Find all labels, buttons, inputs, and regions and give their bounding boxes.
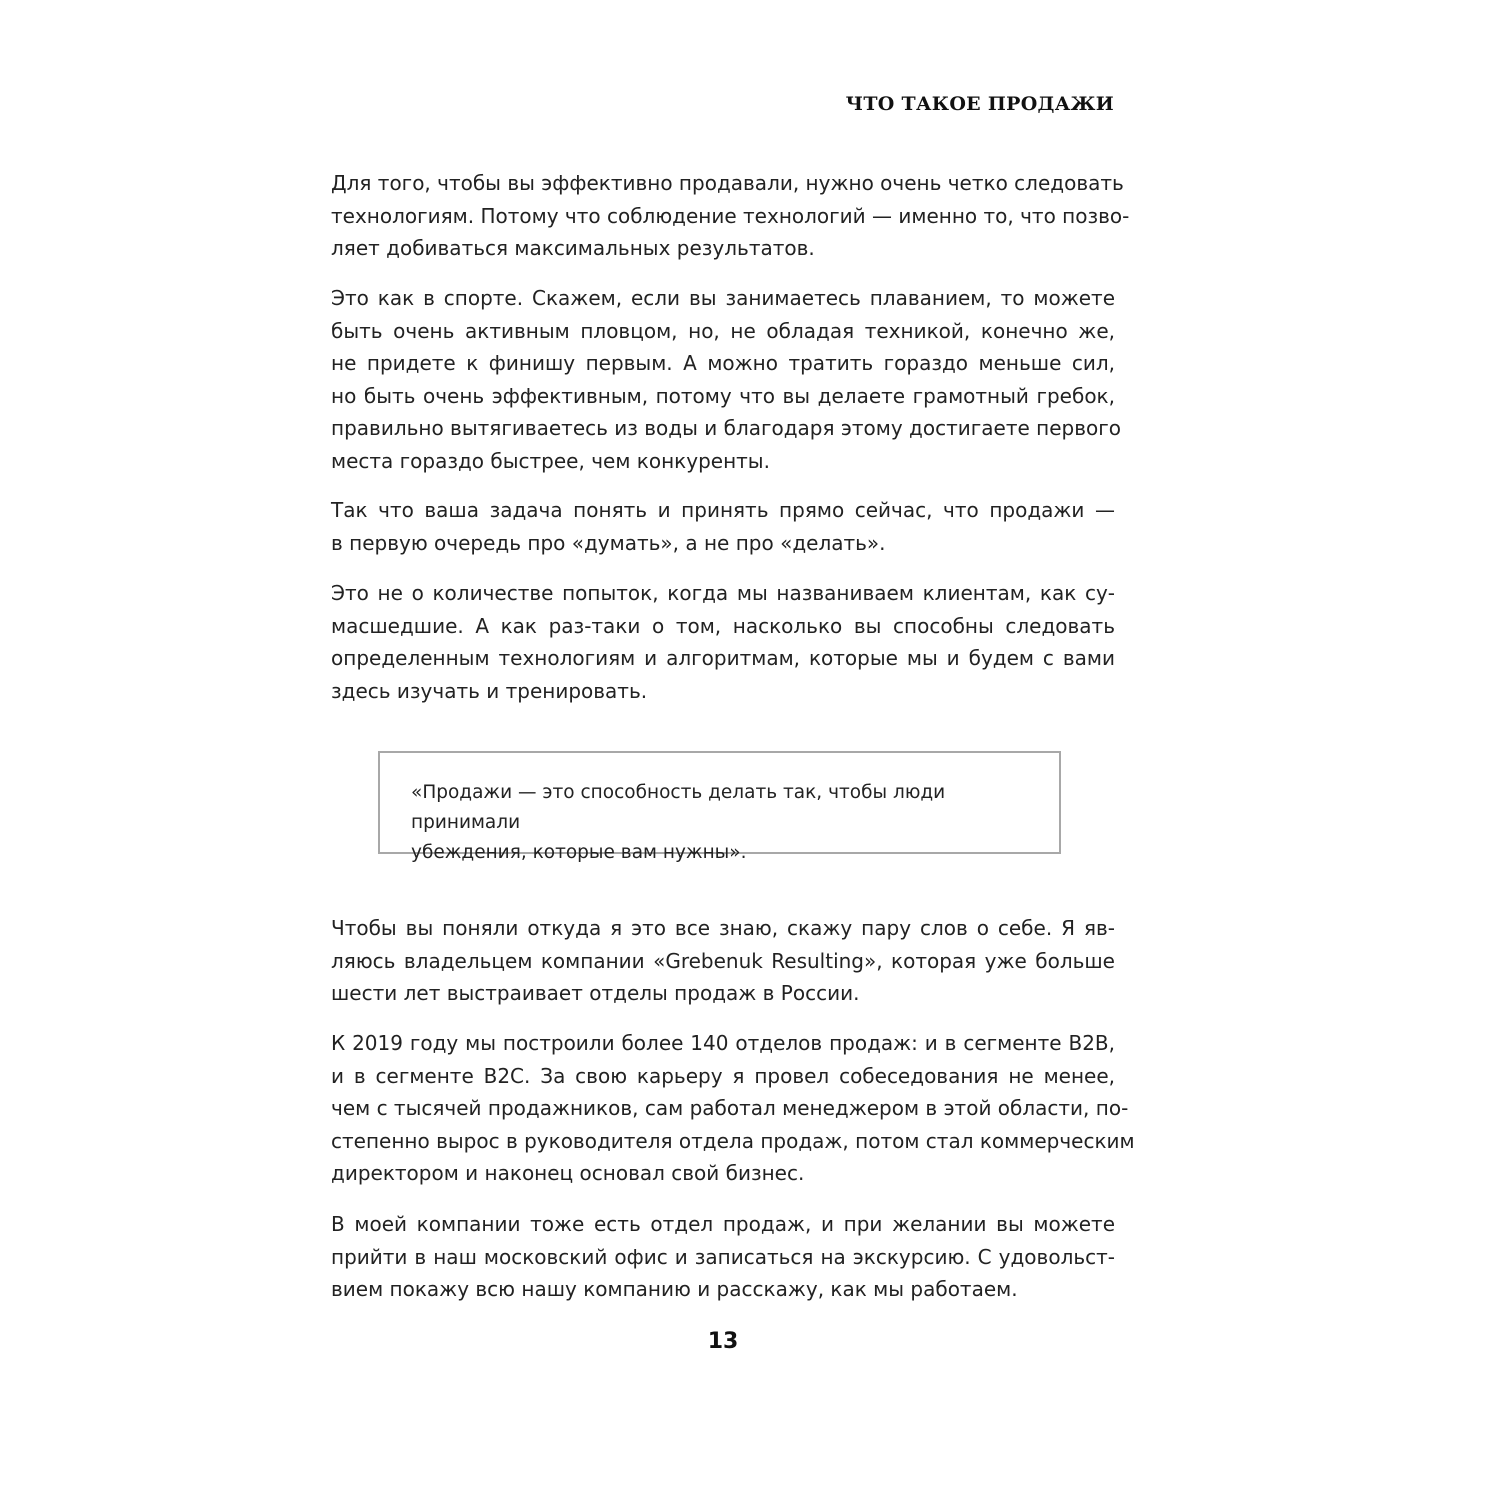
paragraph-line: в первую очередь про «думать», а не про «делать». (331, 530, 886, 555)
paragraph-line: вием покажу всю нашу компанию и расскажу, как мы работаем. (331, 1277, 1018, 1301)
quote-line: «Продажи — это способность делать так, чтобы люди принимали (411, 782, 946, 833)
paragraph-line: К 2019 году мы построили более 140 отделов продаж: и в сегменте B2B, (331, 1031, 1115, 1055)
paragraph-line: технологиям. Потому что соблюдение технологий — именно то, что позво- (331, 203, 1130, 228)
paragraph-line: не придете к финишу первым. А можно тратить гораздо меньше сил, (331, 351, 1115, 375)
paragraph (331, 282, 1121, 477)
paragraph-line: определенным технологиям и алгоритмам, которые мы и будем с вами (331, 646, 1115, 670)
paragraph-line: и в сегменте B2C. За свою карьеру я провел собеседования не менее, (331, 1063, 1115, 1088)
paragraph-line: Чтобы вы поняли откуда я это все знаю, скажу пару слов о себе. Я яв- (331, 916, 1115, 940)
paragraph (331, 577, 1115, 707)
paragraph-line: ляюсь владельцем компании «Grebenuk Resulting», которая уже больше (331, 948, 1115, 973)
paragraph-line: но быть очень эффективным, потому что вы делаете грамотный гребок, (331, 383, 1115, 408)
paragraph (331, 167, 1130, 265)
paragraph-line: места гораздо быстрее, чем конкуренты. (331, 448, 770, 473)
paragraph-line: правильно вытягиваетесь из воды и благодаря этому достигаете первого (331, 416, 1121, 440)
paragraph-line: ляет добиваться максимальных результатов. (331, 236, 815, 260)
paragraph-line: директором и наконец основал свой бизнес. (331, 1161, 805, 1185)
paragraph-line: масшедшие. А как раз-таки о том, насколько вы способны следовать (331, 613, 1115, 638)
page-number: 13 (707, 1329, 739, 1354)
paragraph-line: степенно вырос в руководителя отдела продаж, потом стал коммерческим (331, 1128, 1135, 1153)
paragraph-line: В моей компании тоже есть отдел продаж, и при желании вы можете (331, 1212, 1115, 1236)
paragraph-line: шести лет выстраивает отделы продаж в России. (331, 981, 860, 1005)
paragraph (331, 494, 1115, 559)
paragraph (331, 912, 1115, 1010)
paragraph-line: прийти в наш московский офис и записаться на экскурсию. С удовольст- (331, 1244, 1115, 1269)
paragraph-line: быть очень активным пловцом, но, не обладая техникой, конечно же, (331, 318, 1115, 343)
paragraph-line: Это как в спорте. Скажем, если вы занимаетесь плаванием, то можете (331, 286, 1115, 310)
paragraph-line: здесь изучать и тренировать. (331, 678, 648, 703)
paragraph-line: Это не о количестве попыток, когда мы названиваем клиентам, как су- (331, 581, 1115, 605)
quote-line: убеждения, которые вам нужны». (411, 842, 747, 863)
paragraph-line: чем с тысячей продажников, сам работал менеджером в этой области, по- (331, 1096, 1129, 1120)
paragraph (331, 1208, 1115, 1306)
quote-box (378, 751, 1061, 863)
paragraph-line: Для того, чтобы вы эффективно продавали, нужно очень четко следовать (331, 171, 1124, 195)
running-head-title: ЧТО ТАКОЕ ПРОДАЖИ (845, 93, 1114, 115)
paragraph-line: Так что ваша задача понять и принять прямо сейчас, что продажи — (331, 498, 1115, 522)
quote-text (411, 778, 1036, 868)
paragraph (331, 1027, 1135, 1190)
